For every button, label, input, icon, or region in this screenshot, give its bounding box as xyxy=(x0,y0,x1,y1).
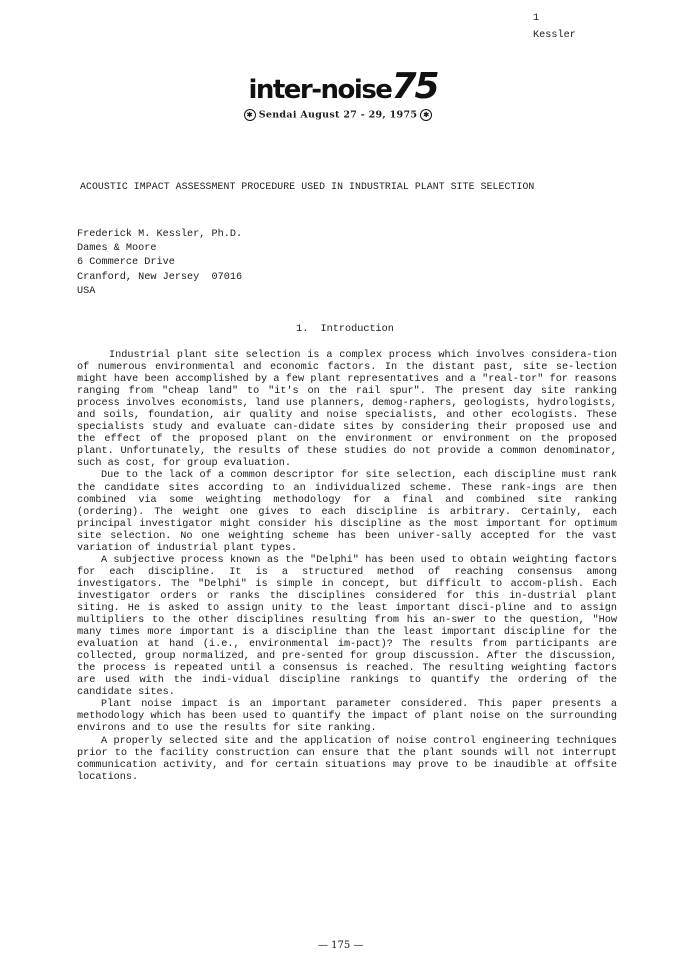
author-country: USA xyxy=(77,285,96,297)
author-name: Frederick M. Kessler, Ph.D. xyxy=(77,229,243,240)
author-street: 6 Commerce Drive xyxy=(77,257,175,269)
paragraph: Due to the lack of a common descriptor for site selection, each discipline must rank the candidate sites according to an individualized scheme. These rank-ings are then combined via some weighting methodology for a final and combined site ranking (ordering). The weight one gives to each discipline is arbitrary. Certainly, each principal investigator might consider his discipline as the most important for optimum site selection. No one weighting scheme has been univer-sally accepted for the vast variation of industrial plant types. xyxy=(77,470,617,554)
running-head: Kessler xyxy=(533,30,576,41)
conference-line xyxy=(238,109,438,121)
author-block xyxy=(77,228,242,299)
section-heading-wrap xyxy=(0,324,684,335)
page-header xyxy=(533,10,576,44)
seal-icon: ✱ xyxy=(244,109,256,121)
section-heading: 1. Introduction xyxy=(296,324,394,335)
body-text xyxy=(77,350,617,784)
paragraph: Plant noise impact is an important parameter considered. This paper presents a methodology which has been used to quantify the impact of plant noise on the surrounding environs and to use the results for site ranking. xyxy=(77,699,617,735)
author-org: Dames & Moore xyxy=(77,243,157,255)
paragraph: A subjective process known as the "Delphi" has been used to obtain weighting factors for each discipline. It is a structured method of reaching consensus among investigators. The "Delphi" is simple in concept, but difficult to accom-plish. Each investigator orders or ranks the disciplines considered for this in-dustrial plant siting. He is asked to assign unity to the least important disci-pline and to assign multipliers to the other disciplines resulting from his an-swer to the question, "How many times more important is a discipline than the least important discipline for the evaluation at hand (i.e., environmental im-pact)? The results from participants are collected, group normalized, and pre-sented for group discussion. After the discussion, the process is repeated until a consensus is reached. The resulting weighting factors are used with the indi-vidual discipline rankings to quantify the ordering of the candidate sites. xyxy=(77,554,617,699)
paragraph: A properly selected site and the application of noise control engineering techniques prior to the facility construction can ensure that the plant sounds will not interrupt communication activity, and for certain situations may prove to be inaudible at offsite locations. xyxy=(77,735,617,783)
paragraph: Industrial plant site selection is a complex process which involves considera-tion of numerous environmental and economic factors. In the distant past, site se-lection might have been accomplished by a few plant representatives and a "real-tor" for reasons ranging from "cheap land" to "it's on the rail spur". The present day site ranking process involves economists, land use planners, demog-raphers, geologists, hydrologists, and soils, foundation, air quality and noise specialists, and other ecologists. These specialists study and evaluate can-didate sites by considering their proposed use and the effect of the proposed plant on the environment or environment on the proposed plant. Unfortunately, the results of these studies do not provide a common denominator, such as cost, for group evaluation. xyxy=(77,350,617,470)
page-footer-number: — 175 — xyxy=(318,940,364,951)
author-city: Cranford, New Jersey 07016 xyxy=(77,271,243,283)
paper-title: ACOUSTIC IMPACT ASSESSMENT PROCEDURE USED IN INDUSTRIAL PLANT SITE SELECTION xyxy=(80,181,535,192)
logo-number: 75 xyxy=(391,66,438,107)
logo-text: inter-noise xyxy=(248,75,392,105)
seal-icon: ✱ xyxy=(420,109,432,121)
conference-date: Sendai August 27 - 29, 1975 xyxy=(258,109,418,121)
header-page-number: 1 xyxy=(533,13,540,24)
conference-logo xyxy=(243,66,443,107)
